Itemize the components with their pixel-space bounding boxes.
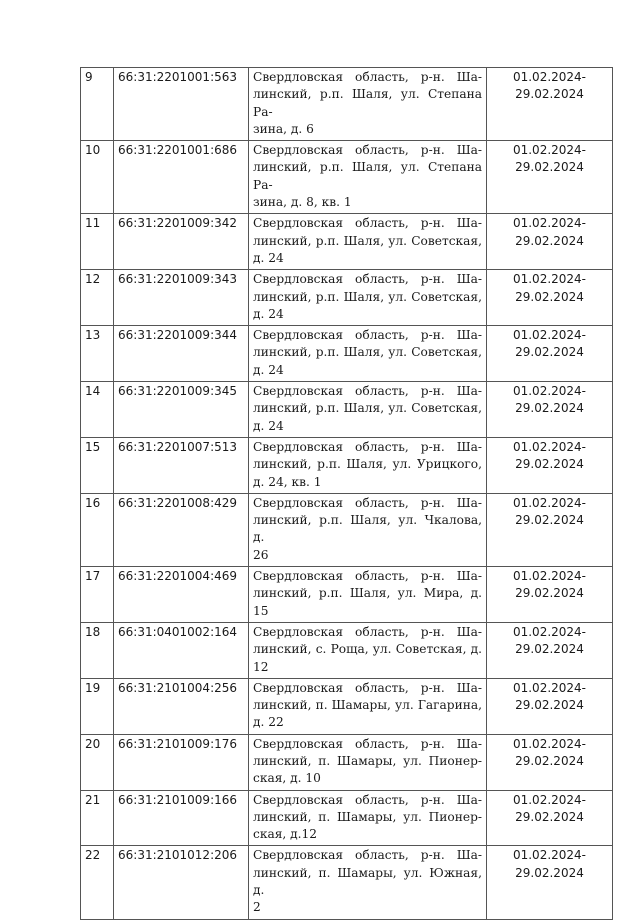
address-cell: [249, 214, 487, 270]
period-cell: [487, 734, 613, 790]
address-line: Свердловская область, р-н. Ша-: [253, 495, 482, 510]
address-cell: [249, 493, 487, 566]
period-cell: [487, 790, 613, 846]
period-end: 29.02.2024: [515, 753, 584, 768]
cadastral-number: 66:31:2101009:166: [114, 790, 249, 846]
period-start: 01.02.2024-: [512, 736, 587, 751]
address-line: Свердловская область, р-н. Ша-: [253, 736, 482, 751]
period-end: 29.02.2024: [515, 289, 584, 304]
row-number: 17: [81, 567, 114, 623]
address-cell: [249, 622, 487, 678]
cadastral-number: 66:31:0401002:164: [114, 622, 249, 678]
address-cell: [249, 734, 487, 790]
address-line: линский, р.п. Шаля, ул. Степана Ра-: [253, 160, 482, 192]
table-row: [81, 678, 613, 734]
period-start: 01.02.2024-: [512, 143, 587, 158]
address-line: линский, с. Роща, ул. Советская, д.: [253, 642, 482, 657]
cadastral-number: 66:31:2201009:345: [114, 382, 249, 438]
address-line: Свердловская область, р-н. Ша-: [253, 272, 482, 287]
period-start: 01.02.2024-: [512, 680, 587, 695]
period-end: 29.02.2024: [515, 233, 584, 248]
period-end: 29.02.2024: [515, 160, 584, 175]
property-table-body: [81, 68, 613, 920]
cadastral-number: 66:31:2201008:429: [114, 493, 249, 566]
row-number: 9: [81, 68, 114, 141]
table-row: [81, 214, 613, 270]
cadastral-number: 66:31:2201009:344: [114, 326, 249, 382]
period-end: 29.02.2024: [515, 809, 584, 824]
period-end: 29.02.2024: [515, 586, 584, 601]
row-number: 13: [81, 326, 114, 382]
address-line: ская, д. 10: [253, 771, 321, 786]
period-cell: [487, 622, 613, 678]
address-cell: [249, 382, 487, 438]
address-line: Свердловская область, р-н. Ша-: [253, 216, 482, 231]
period-start: 01.02.2024-: [512, 328, 587, 343]
address-cell: [249, 437, 487, 493]
period-end: 29.02.2024: [515, 865, 584, 880]
period-end: 29.02.2024: [515, 642, 584, 657]
period-start: 01.02.2024-: [512, 848, 587, 863]
table-row: [81, 493, 613, 566]
address-line: Свердловская область, р-н. Ша-: [253, 624, 482, 639]
address-line: линский, р.п. Шаля, ул. Советская,: [253, 345, 482, 360]
period-end: 29.02.2024: [515, 401, 584, 416]
period-start: 01.02.2024-: [512, 495, 587, 510]
address-cell: [249, 678, 487, 734]
period-cell: [487, 326, 613, 382]
table-row: [81, 437, 613, 493]
row-number: 20: [81, 734, 114, 790]
address-cell: [249, 846, 487, 919]
address-line: линский, п. Шамары, ул. Гагарина,: [253, 698, 482, 713]
row-number: 12: [81, 270, 114, 326]
period-start: 01.02.2024-: [512, 569, 587, 584]
address-line: Свердловская область, р-н. Ша-: [253, 328, 482, 343]
address-line: Свердловская область, р-н. Ша-: [253, 70, 482, 84]
address-line: д. 24, кв. 1: [253, 474, 322, 489]
period-start: 01.02.2024-: [512, 216, 587, 231]
period-cell: [487, 846, 613, 919]
period-cell: [487, 678, 613, 734]
table-row: [81, 270, 613, 326]
cadastral-number: 66:31:2101009:176: [114, 734, 249, 790]
period-end: 29.02.2024: [515, 698, 584, 713]
period-cell: [487, 214, 613, 270]
cadastral-number: 66:31:2201007:513: [114, 437, 249, 493]
table-row: [81, 622, 613, 678]
address-line: линский, п. Шамары, ул. Пионер-: [253, 753, 482, 768]
address-cell: [249, 567, 487, 623]
period-cell: [487, 437, 613, 493]
address-line: линский, р.п. Шаля, ул. Советская,: [253, 233, 482, 248]
address-line: д. 24: [253, 362, 284, 377]
table-row: [81, 734, 613, 790]
table-row: [81, 68, 613, 141]
period-end: 29.02.2024: [515, 87, 584, 102]
address-cell: [249, 790, 487, 846]
address-line: д. 24: [253, 418, 284, 433]
table-row: [81, 326, 613, 382]
address-line: линский, р.п. Шаля, ул. Мира, д. 15: [253, 586, 482, 618]
address-line: Свердловская область, р-н. Ша-: [253, 680, 482, 695]
row-number: 14: [81, 382, 114, 438]
row-number: 18: [81, 622, 114, 678]
address-line: линский, р.п. Шаля, ул. Урицкого,: [253, 457, 482, 472]
address-cell: [249, 141, 487, 214]
period-start: 01.02.2024-: [512, 70, 587, 84]
period-start: 01.02.2024-: [512, 439, 587, 454]
period-start: 01.02.2024-: [512, 384, 587, 399]
address-line: д. 22: [253, 715, 284, 730]
table-row: [81, 790, 613, 846]
period-start: 01.02.2024-: [512, 624, 587, 639]
period-cell: [487, 270, 613, 326]
row-number: 15: [81, 437, 114, 493]
address-cell: [249, 326, 487, 382]
period-cell: [487, 141, 613, 214]
address-line: зина, д. 8, кв. 1: [253, 195, 352, 210]
address-line: 12: [253, 659, 269, 674]
cadastral-number: 66:31:2101004:256: [114, 678, 249, 734]
address-line: Свердловская область, р-н. Ша-: [253, 143, 482, 158]
cadastral-number: 66:31:2201009:343: [114, 270, 249, 326]
address-line: Свердловская область, р-н. Ша-: [253, 848, 482, 863]
period-start: 01.02.2024-: [512, 792, 587, 807]
cadastral-number: 66:31:2201009:342: [114, 214, 249, 270]
period-start: 01.02.2024-: [512, 272, 587, 287]
table-row: [81, 141, 613, 214]
row-number: 11: [81, 214, 114, 270]
row-number: 21: [81, 790, 114, 846]
period-end: 29.02.2024: [515, 513, 584, 528]
table-row: [81, 382, 613, 438]
address-line: Свердловская область, р-н. Ша-: [253, 569, 482, 584]
address-line: д. 24: [253, 250, 284, 265]
period-end: 29.02.2024: [515, 457, 584, 472]
period-cell: [487, 382, 613, 438]
row-number: 10: [81, 141, 114, 214]
address-line: линский, р.п. Шаля, ул. Степана Ра-: [253, 87, 482, 119]
address-line: линский, р.п. Шаля, ул. Советская,: [253, 401, 482, 416]
table-row: [81, 567, 613, 623]
address-line: линский, п. Шамары, ул. Южная, д.: [253, 865, 482, 898]
address-cell: [249, 270, 487, 326]
address-line: зина, д. 6: [253, 121, 314, 136]
address-line: 26: [253, 547, 269, 562]
cadastral-number: 66:31:2201001:686: [114, 141, 249, 214]
row-number: 16: [81, 493, 114, 566]
period-end: 29.02.2024: [515, 345, 584, 360]
address-line: линский, р.п. Шаля, ул. Чкалова, д.: [253, 513, 482, 545]
period-cell: [487, 68, 613, 141]
cadastral-number: 66:31:2201004:469: [114, 567, 249, 623]
address-line: Свердловская область, р-н. Ша-: [253, 439, 482, 454]
address-cell: [249, 68, 487, 141]
property-table: [80, 67, 613, 920]
address-line: Свердловская область, р-н. Ша-: [253, 384, 482, 399]
row-number: 22: [81, 846, 114, 919]
address-line: Свердловская область, р-н. Ша-: [253, 792, 482, 807]
cadastral-number: 66:31:2101012:206: [114, 846, 249, 919]
table-row: [81, 846, 613, 919]
address-line: 2: [253, 900, 261, 915]
address-line: линский, п. Шамары, ул. Пионер-: [253, 809, 482, 824]
address-line: линский, р.п. Шаля, ул. Советская,: [253, 289, 482, 304]
period-cell: [487, 567, 613, 623]
row-number: 19: [81, 678, 114, 734]
cadastral-number: 66:31:2201001:563: [114, 68, 249, 141]
address-line: ская, д.12: [253, 827, 318, 842]
address-line: д. 24: [253, 306, 284, 321]
period-cell: [487, 493, 613, 566]
